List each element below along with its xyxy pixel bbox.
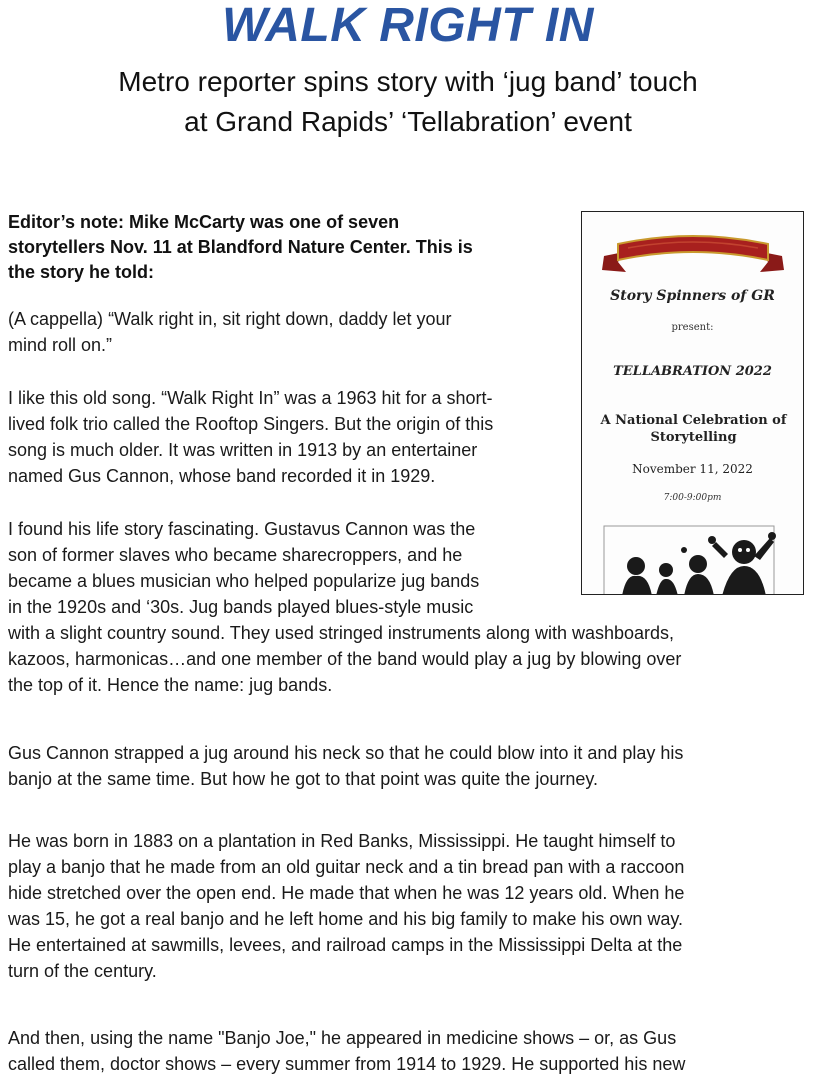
a-cappella-prefix: (A cappella)	[8, 309, 109, 329]
subtitle	[0, 62, 816, 142]
paragraph-life-story	[8, 516, 681, 698]
flyer-tagline-line: A National Celebration of	[600, 413, 787, 428]
paragraph-line: He was born in 1883 on a plantation in Red Banks, Mississippi. He taught himself to	[8, 831, 676, 851]
paragraph-line: turn of the century.	[8, 961, 157, 981]
subtitle-line: at Grand Rapids’ ‘Tellabration’ event	[184, 106, 632, 137]
paragraph-intro-song	[8, 306, 452, 358]
paragraph-line: named Gus Cannon, whose band recorded it in 1929.	[8, 466, 436, 486]
subtitle-line: Metro reporter spins story with ‘jug band’ touch	[118, 66, 698, 97]
paragraph-line: hide stretched over the open end. He made that when he was 12 years old. When he	[8, 883, 685, 903]
paragraph-line: the top of it. Hence the name: jug bands.	[8, 675, 333, 695]
editor-note-line: the story he told:	[8, 262, 155, 282]
paragraph-line: lived folk trio called the Rooftop Singers. But the origin of this	[8, 414, 494, 434]
paragraph-jug-strap	[8, 740, 683, 792]
paragraph-line: banjo at the same time. But how he got to that point was quite the journey.	[8, 769, 599, 789]
editor-note	[8, 210, 473, 285]
paragraph-line: called them, doctor shows – every summer from 1914 to 1929. He supported his new	[8, 1054, 686, 1074]
paragraph-line: was 15, he got a real banjo and he left home and his big family to make his own way.	[8, 909, 684, 929]
flyer-event-name: TELLABRATION 2022	[613, 364, 772, 379]
paragraph-song-history	[8, 385, 493, 489]
song-lyric: “Walk right in, sit right down, daddy let your	[108, 309, 452, 329]
paragraph-line: kazoos, harmonicas…and one member of the band would play a jug by blowing over	[8, 649, 682, 669]
flyer-organization: Story Spinners of GR	[610, 288, 775, 304]
paragraph-early-life	[8, 828, 684, 984]
flyer-present: present:	[671, 322, 714, 333]
ribbon-banner-icon	[598, 226, 788, 276]
paragraph-line: son of former slaves who became sharecroppers, and he	[8, 545, 463, 565]
paragraph-line: And then, using the name "Banjo Joe," he appeared in medicine shows – or, as Gus	[8, 1028, 677, 1048]
editor-note-line: storytellers Nov. 11 at Blandford Nature Center. This is	[8, 237, 473, 257]
flyer-time: 7:00-9:00pm	[663, 493, 722, 503]
paragraph-line: He entertained at sawmills, levees, and railroad camps in the Mississippi Delta at the	[8, 935, 683, 955]
paragraph-line: became a blues musician who helped popularize jug bands	[8, 571, 480, 591]
editor-note-line: Editor’s note: Mike McCarty was one of seven	[8, 212, 400, 232]
paragraph-line: in the 1920s and ‘30s. Jug bands played blues-style music	[8, 597, 474, 617]
paragraph-line: I found his life story fascinating. Gustavus Cannon was the	[8, 519, 476, 539]
paragraph-line	[8, 306, 452, 332]
flyer-tagline-line: Storytelling	[650, 430, 737, 445]
flyer-tagline	[592, 412, 795, 446]
paragraph-line: mind roll on.”	[8, 335, 113, 355]
paragraph-line: Gus Cannon strapped a jug around his neck so that he could blow into it and play his	[8, 743, 684, 763]
paragraph-line: I like this old song. “Walk Right In” was a 1963 hit for a short-	[8, 388, 493, 408]
paragraph-banjo-joe	[8, 1025, 685, 1077]
paragraph-line: song is much older. It was written in 1913 by an entertainer	[8, 440, 478, 460]
paragraph-line: with a slight country sound. They used stringed instruments along with washboards,	[8, 623, 675, 643]
page-title: WALK RIGHT IN	[222, 0, 594, 52]
paragraph-line: play a banjo that he made from an old guitar neck and a tin bread pan with a raccoon	[8, 857, 685, 877]
flyer-date: November 11, 2022	[632, 462, 753, 476]
